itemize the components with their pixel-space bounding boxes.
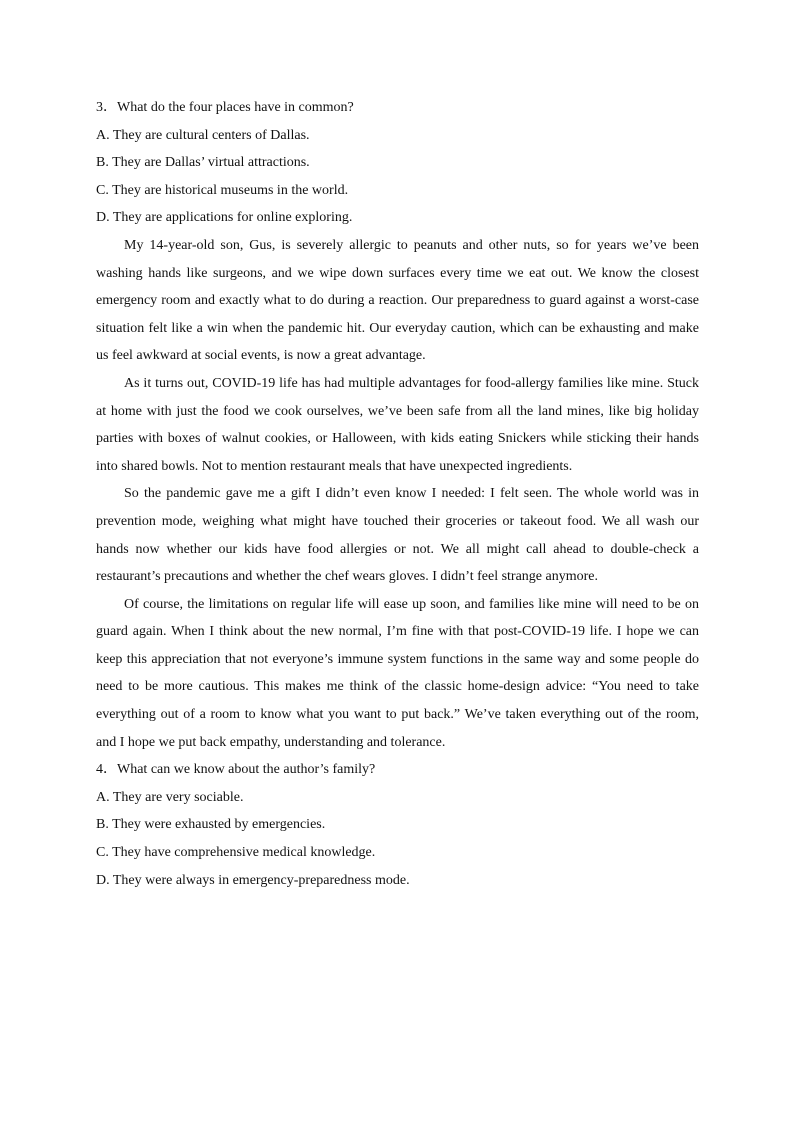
reading-passage bbox=[96, 232, 699, 756]
passage-paragraph-1: My 14-year-old son, Gus, is severely allergic to peanuts and other nuts, so for years we’ve been washing hands like surgeons, and we wipe down surfaces every time we eat out. We know the closest emergency room and exactly what to do during a reaction. Our preparedness to guard against a worst-case situation felt like a win when the pandemic hit. Our everyday caution, which can be exhausting and make us feel awkward at social events, is now a great advantage. bbox=[96, 237, 699, 364]
question-3 bbox=[96, 94, 699, 232]
question-4-option-a: A. They are very sociable. bbox=[96, 789, 244, 805]
question-3-option-d: D. They are applications for online exploring. bbox=[96, 210, 353, 226]
passage-paragraph-2: As it turns out, COVID-19 life has had multiple advantages for food-allergy families like mine. Stuck at home with just the food we cook ourselves, we’ve been safe from all the land mines, like big holiday parties with boxes of walnut cookies, or Halloween, with kids eating Snickers while sticking their hands into shared bowls. Not to mention restaurant meals that have unexpected ingredients. bbox=[96, 375, 699, 474]
passage-paragraph-3: So the pandemic gave me a gift I didn’t even know I needed: I felt seen. The whole world was in prevention mode, weighing what might have touched their groceries or takeout food. We all wash our hands now whether our kids have food allergies or not. We all might call ahead to double-check a restaurant’s precautions and whether the chef wears gloves. I didn’t feel strange anymore. bbox=[96, 486, 699, 585]
question-4 bbox=[96, 756, 699, 894]
question-4-option-b: B. They were exhausted by emergencies. bbox=[96, 817, 326, 833]
question-4-stem: 4．What can we know about the author’s family? bbox=[96, 762, 376, 778]
question-3-option-a: A. They are cultural centers of Dallas. bbox=[96, 127, 310, 143]
question-3-option-b: B. They are Dallas’ virtual attractions. bbox=[96, 155, 310, 171]
question-4-option-d: D. They were always in emergency-preparedness mode. bbox=[96, 872, 410, 888]
question-3-option-c: C. They are historical museums in the world. bbox=[96, 182, 349, 198]
page-content bbox=[96, 94, 699, 894]
question-4-option-c: C. They have comprehensive medical knowledge. bbox=[96, 845, 376, 861]
passage-paragraph-4: Of course, the limitations on regular life will ease up soon, and families like mine will need to be on guard again. When I think about the new normal, I’m fine with that post-COVID-19 life. I hope we can keep this appreciation that not everyone’s immune system functions in the same way and some people do need to be more cautious. This makes me think of the classic home-design advice: “You need to take everything out of a room to know what you want to put back.” We’ve taken everything out of the room, and I hope we put back empathy, understanding and tolerance. bbox=[96, 596, 699, 750]
question-3-stem: 3．What do the four places have in common? bbox=[96, 100, 354, 115]
